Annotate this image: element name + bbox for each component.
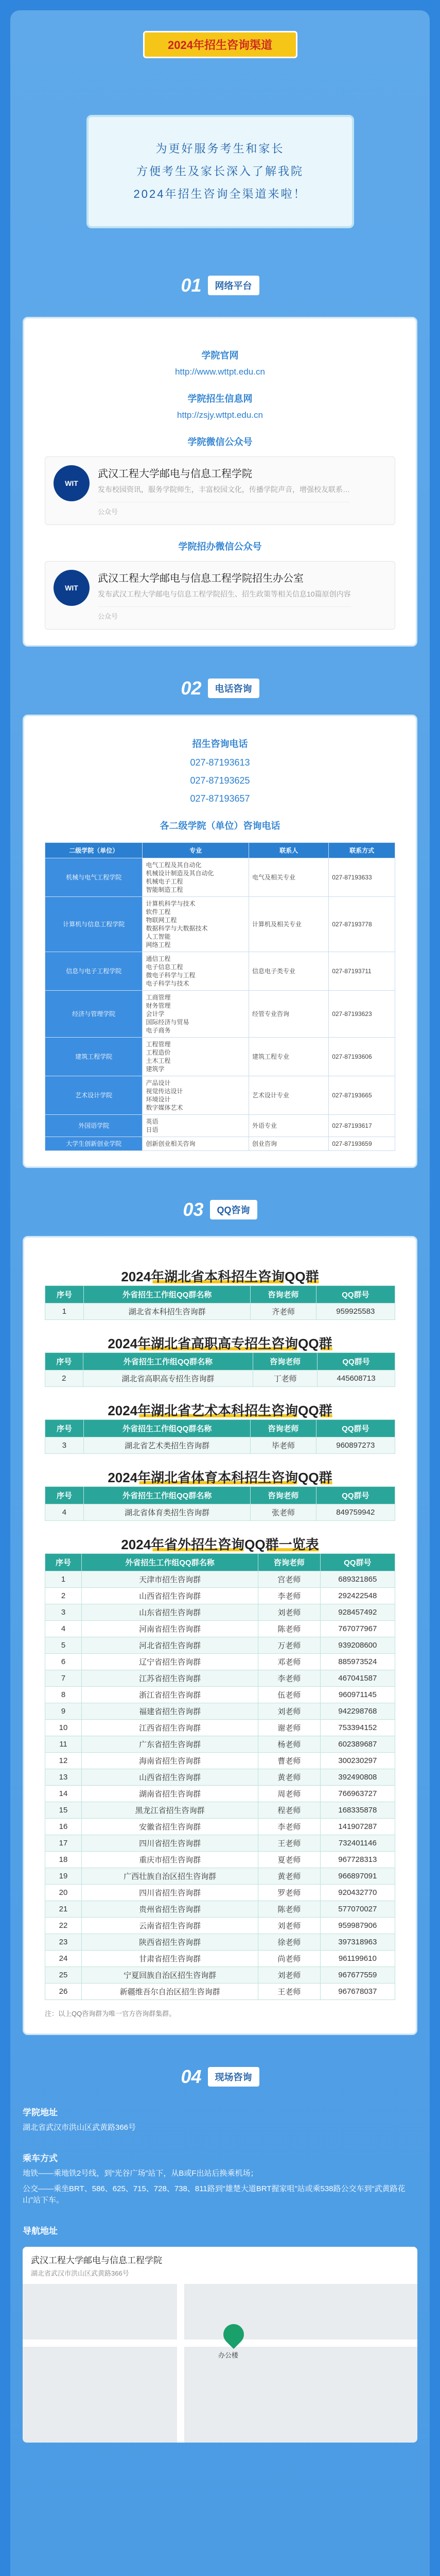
dept-name: 信息与电子工程学院 [45, 952, 143, 991]
section-number: 01 [181, 275, 202, 296]
dept-name: 大学生创新创业学院 [45, 1137, 143, 1151]
zs-title: 学院招生信息网 [187, 394, 253, 404]
dept-contact: 计算机及相关专业 [249, 897, 328, 952]
group-name: 辽宁省招生咨询群 [81, 1654, 258, 1670]
qq-number[interactable]: 961199610 [320, 1951, 395, 1967]
teacher-name: 刘老师 [258, 1918, 320, 1934]
dept-majors: 产品设计 视觉传达设计 环境设计 数字媒体艺术 [143, 1076, 249, 1115]
qq-number[interactable]: 959925583 [316, 1303, 395, 1320]
qq-number[interactable]: 766963727 [320, 1786, 395, 1802]
dept-name: 艺术设计学院 [45, 1076, 143, 1115]
group-name: 广西壮族自治区招生咨询群 [81, 1868, 258, 1885]
wechat-card-admission[interactable] [45, 561, 395, 630]
teacher-name: 杨老师 [258, 1736, 320, 1753]
dept-majors: 通信工程 电子信息工程 微电子科学与工程 电子科学与技术 [143, 952, 249, 991]
dept-majors: 计算机科学与技术 软件工程 物联网工程 数据科学与大数据技术 人工智能 网络工程 [143, 897, 249, 952]
dept-majors: 英语 日语 [143, 1115, 249, 1137]
group-name: 山东省招生咨询群 [81, 1604, 258, 1621]
row-number: 1 [45, 1303, 84, 1320]
teacher-name: 李老师 [258, 1588, 320, 1604]
qq-number[interactable]: 300230297 [320, 1753, 395, 1769]
table-row [45, 1303, 395, 1320]
qq-note: 注：以上QQ咨询群为唯一官方咨询群集群。 [45, 2010, 176, 2018]
group-name: 山西省招生咨询群 [81, 1769, 258, 1786]
teacher-name: 王老师 [258, 1984, 320, 2000]
teacher-name: 丁老师 [253, 1370, 318, 1387]
col-header: 专业 [143, 843, 249, 858]
teacher-name: 刘老师 [258, 1967, 320, 1984]
table-row [45, 1654, 395, 1670]
group-name: 陕西省招生咨询群 [81, 1934, 258, 1951]
group-name: 湖南省招生咨询群 [81, 1786, 258, 1802]
row-number: 17 [45, 1835, 82, 1852]
dept-row [45, 991, 395, 1038]
qq-title: 2024年湖北省艺术本科招生咨询QQ群 [108, 1403, 332, 1418]
dept-row [45, 1076, 395, 1115]
group-name: 新疆维吾尔自治区招生咨询群 [81, 1984, 258, 2000]
row-number: 2 [45, 1588, 82, 1604]
group-name: 湖北省体育类招生咨询群 [83, 1504, 251, 1521]
qq-title: 2024年省外招生咨询QQ群一览表 [121, 1537, 319, 1552]
row-number: 2 [45, 1370, 83, 1387]
col-header: 联系人 [249, 843, 328, 858]
table-row [45, 1786, 395, 1802]
qq-number[interactable]: 767077967 [320, 1621, 395, 1637]
dept-majors: 创新创业相关咨询 [143, 1137, 249, 1151]
map-marker-label: 办公楼 [218, 2351, 239, 2359]
col-header: QQ群号 [316, 1420, 395, 1437]
row-number: 10 [45, 1720, 82, 1736]
wechat-foot: 公众号 [98, 502, 350, 516]
table-row [45, 1769, 395, 1786]
row-number: 6 [45, 1654, 82, 1670]
row-number: 16 [45, 1819, 82, 1835]
qq-number[interactable]: 292422548 [320, 1588, 395, 1604]
table-row [45, 1670, 395, 1687]
dept-name: 经济与管理学院 [45, 991, 143, 1038]
section-label: 网络平台 [208, 276, 259, 295]
teacher-name: 齐老师 [251, 1303, 316, 1320]
row-number: 9 [45, 1703, 82, 1720]
qq-number[interactable]: 732401146 [320, 1835, 395, 1852]
wechat-desc: 发布校园资讯，服务学院师生，丰富校园文化，传播学院声音，增强校友联系… [98, 485, 350, 494]
row-number: 5 [45, 1637, 82, 1654]
teacher-name: 伍老师 [258, 1687, 320, 1703]
section-label: QQ咨询 [210, 1200, 257, 1219]
group-name: 福建省招生咨询群 [81, 1703, 258, 1720]
group-name: 宁夏回族自治区招生咨询群 [81, 1967, 258, 1984]
phone-number[interactable]: 027-87193657 [190, 793, 250, 804]
row-number: 3 [45, 1604, 82, 1621]
qq-table [45, 1553, 395, 2000]
dept-contact: 电气及相关专业 [249, 858, 328, 897]
col-header: 咨询老师 [258, 1554, 320, 1571]
intro-line: 2024年招生咨询全渠道来啦！ [133, 188, 307, 200]
table-row [45, 1934, 395, 1951]
qq-number[interactable]: 141907287 [320, 1819, 395, 1835]
row-number: 19 [45, 1868, 82, 1885]
teacher-name: 邓老师 [258, 1654, 320, 1670]
route-text: 地铁——乘地铁2号线，到“光谷广场”站下，从B或F出站后换乘机场； [23, 2169, 258, 2178]
group-name: 天津市招生咨询群 [81, 1571, 258, 1588]
wx2-title: 学院招办微信公众号 [178, 541, 262, 552]
qq-table [45, 1419, 395, 1454]
map-road [177, 2278, 184, 2443]
row-number: 4 [45, 1504, 84, 1521]
dept-row [45, 1137, 395, 1151]
teacher-name: 黄老师 [258, 1868, 320, 1885]
college-logo-icon: WIT [54, 465, 90, 501]
phone-number[interactable]: 027-87193625 [190, 775, 250, 786]
teacher-name: 罗老师 [258, 1885, 320, 1901]
dept-name: 建筑工程学院 [45, 1038, 143, 1076]
row-number: 11 [45, 1736, 82, 1753]
teacher-name: 刘老师 [258, 1604, 320, 1621]
group-name: 四川省招生咨询群 [81, 1885, 258, 1901]
dept-name: 外国语学院 [45, 1115, 143, 1137]
teacher-name: 张老师 [251, 1504, 316, 1521]
route-text: 公交——乘坐BRT、586、625、715、728、738、811路到“雄楚大道BRT握家咀”站或乘538路公交车到“武黄路花山”站下车。 [23, 2184, 406, 2205]
qq-number[interactable]: 959987906 [320, 1918, 395, 1934]
phone-title: 招生咨询电话 [192, 739, 248, 749]
row-number: 23 [45, 1934, 82, 1951]
dept-row [45, 858, 395, 897]
teacher-name: 李老师 [258, 1819, 320, 1835]
table-row [45, 1687, 395, 1703]
col-header: 外省招生工作组QQ群名称 [83, 1487, 251, 1504]
qq-number[interactable]: 960971145 [320, 1687, 395, 1703]
group-name: 云南省招生咨询群 [81, 1918, 258, 1934]
table-row [45, 1868, 395, 1885]
col-header: QQ群号 [316, 1286, 395, 1303]
site-title: 学院官网 [201, 350, 239, 361]
teacher-name: 黄老师 [258, 1769, 320, 1786]
wechat-card-college[interactable] [45, 456, 395, 525]
group-name: 海南省招生咨询群 [81, 1753, 258, 1769]
section-number: 03 [183, 1199, 204, 1220]
phone-card [23, 715, 417, 1168]
nav-label: 导航地址 [23, 2226, 58, 2236]
page-container [10, 10, 430, 2576]
table-row [45, 1637, 395, 1654]
college-logo-icon: WIT [54, 570, 90, 606]
online-card [23, 317, 417, 647]
qq-number[interactable]: 966897091 [320, 1868, 395, 1885]
section-online [23, 275, 417, 296]
col-header: 序号 [45, 1286, 84, 1303]
row-number: 20 [45, 1885, 82, 1901]
qq-number[interactable]: 939208600 [320, 1637, 395, 1654]
dept-phone[interactable]: 027-87193659 [329, 1137, 395, 1151]
col-header: 外省招生工作组QQ群名称 [83, 1353, 253, 1370]
group-name: 湖北省本科招生咨询群 [83, 1303, 251, 1320]
group-name: 河南省招生咨询群 [81, 1621, 258, 1637]
table-row [45, 1984, 395, 2000]
qq-number[interactable]: 445608713 [318, 1370, 395, 1387]
col-header: 咨询老师 [253, 1353, 318, 1370]
col-header: 序号 [45, 1487, 84, 1504]
intro-line: 方便考生及家长深入了解我院 [136, 165, 304, 178]
qq-number[interactable]: 928457492 [320, 1604, 395, 1621]
table-row [45, 1852, 395, 1868]
zs-link[interactable]: http://zsjy.wttpt.edu.cn [177, 410, 263, 420]
row-number: 7 [45, 1670, 82, 1687]
teacher-name: 尚老师 [258, 1951, 320, 1967]
qq-number[interactable]: 397318963 [320, 1934, 395, 1951]
page-title: 2024年招生咨询渠道 [143, 31, 297, 58]
table-row [45, 1720, 395, 1736]
qq-number[interactable]: 689321865 [320, 1571, 395, 1588]
table-row [45, 1918, 395, 1934]
qq-number[interactable]: 392490808 [320, 1769, 395, 1786]
row-number: 21 [45, 1901, 82, 1918]
intro-card [86, 115, 354, 228]
dept-contact: 经管专业咨询 [249, 991, 328, 1038]
dept-phone[interactable]: 027-87193665 [329, 1076, 395, 1115]
col-header: 外省招生工作组QQ群名称 [81, 1554, 258, 1571]
col-header: 序号 [45, 1554, 82, 1571]
col-header: QQ群号 [318, 1353, 395, 1370]
col-header: 外省招生工作组QQ群名称 [83, 1420, 251, 1437]
site-link[interactable]: http://www.wttpt.edu.cn [175, 367, 265, 377]
dept-table-title: 各二级学院（单位）咨询电话 [160, 821, 280, 831]
row-number: 25 [45, 1967, 82, 1984]
col-header: 咨询老师 [251, 1420, 316, 1437]
wx1-title: 学院微信公众号 [187, 437, 253, 447]
table-row [45, 1736, 395, 1753]
dept-phone[interactable]: 027-87193617 [329, 1115, 395, 1137]
dept-phone[interactable]: 027-87193711 [329, 952, 395, 991]
section-label: 电话咨询 [208, 679, 259, 698]
qq-card [23, 1236, 417, 2035]
qq-number[interactable]: 967728313 [320, 1852, 395, 1868]
teacher-name: 万老师 [258, 1637, 320, 1654]
group-name: 黑龙江省招生咨询群 [81, 1802, 258, 1819]
teacher-name: 陈老师 [258, 1901, 320, 1918]
qq-number[interactable]: 753394152 [320, 1720, 395, 1736]
wechat-foot: 公众号 [98, 606, 351, 621]
table-row [45, 1967, 395, 1984]
dept-row [45, 897, 395, 952]
teacher-name: 徐老师 [258, 1934, 320, 1951]
row-number: 13 [45, 1769, 82, 1786]
table-row [45, 1504, 395, 1521]
group-name: 山西省招生咨询群 [81, 1588, 258, 1604]
addr-label: 学院地址 [23, 2108, 58, 2117]
row-number: 14 [45, 1786, 82, 1802]
qq-number[interactable]: 942298768 [320, 1703, 395, 1720]
teacher-name: 谢老师 [258, 1720, 320, 1736]
phone-number[interactable]: 027-87193613 [190, 757, 250, 768]
dept-phone[interactable]: 027-87193623 [329, 991, 395, 1038]
qq-number[interactable]: 967677559 [320, 1967, 395, 1984]
group-name: 湖北省艺术类招生咨询群 [83, 1437, 251, 1454]
group-name: 四川省招生咨询群 [81, 1835, 258, 1852]
section-qq [23, 1199, 417, 1221]
group-name: 江西省招生咨询群 [81, 1720, 258, 1736]
qq-number[interactable]: 967678037 [320, 1984, 395, 2000]
map[interactable] [23, 2247, 417, 2443]
table-row [45, 1588, 395, 1604]
map-place-addr: 湖北省武汉市洪山区武黄路366号 [31, 2269, 129, 2277]
dept-phone[interactable]: 027-87193606 [329, 1038, 395, 1076]
dept-majors: 工商管理 财务管理 会计学 国际经济与贸易 电子商务 [143, 991, 249, 1038]
row-number: 12 [45, 1753, 82, 1769]
section-number: 02 [181, 677, 202, 699]
col-header: 序号 [45, 1420, 84, 1437]
group-name: 浙江省招生咨询群 [81, 1687, 258, 1703]
table-row [45, 1621, 395, 1637]
row-number: 4 [45, 1621, 82, 1637]
table-row [45, 1753, 395, 1769]
wechat-name: 武汉工程大学邮电与信息工程学院招生办公室 [98, 573, 304, 584]
dept-contact: 创业咨询 [249, 1137, 328, 1151]
group-name: 河北省招生咨询群 [81, 1637, 258, 1654]
teacher-name: 李老师 [258, 1670, 320, 1687]
qq-number[interactable]: 849759942 [316, 1504, 395, 1521]
col-header: 外省招生工作组QQ群名称 [83, 1286, 251, 1303]
col-header: QQ群号 [316, 1487, 395, 1504]
table-row [45, 1571, 395, 1588]
teacher-name: 程老师 [258, 1802, 320, 1819]
qq-table [45, 1285, 395, 1320]
col-header: 序号 [45, 1353, 83, 1370]
table-row [45, 1703, 395, 1720]
qq-number[interactable]: 577070027 [320, 1901, 395, 1918]
dept-contact: 信息电子类专业 [249, 952, 328, 991]
section-label: 现场咨询 [208, 2067, 259, 2087]
teacher-name: 夏老师 [258, 1852, 320, 1868]
dept-contact: 艺术设计专业 [249, 1076, 328, 1115]
row-number: 8 [45, 1687, 82, 1703]
row-number: 18 [45, 1852, 82, 1868]
col-header: 联系方式 [329, 843, 395, 858]
qq-title: 2024年湖北省高职高专招生咨询QQ群 [108, 1336, 332, 1351]
teacher-name: 王老师 [258, 1835, 320, 1852]
group-name: 江苏省招生咨询群 [81, 1670, 258, 1687]
dept-name: 机械与电气工程学院 [45, 858, 143, 897]
teacher-name: 刘老师 [258, 1703, 320, 1720]
dept-row [45, 1038, 395, 1076]
dept-majors: 工程管理 工程造价 土木工程 建筑学 [143, 1038, 249, 1076]
row-number: 1 [45, 1571, 82, 1588]
route-label: 乘车方式 [23, 2154, 58, 2163]
teacher-name: 陈老师 [258, 1621, 320, 1637]
qq-table [45, 1352, 395, 1387]
qq-number[interactable]: 920432770 [320, 1885, 395, 1901]
teacher-name: 周老师 [258, 1786, 320, 1802]
section-number: 04 [181, 2066, 202, 2087]
row-number: 24 [45, 1951, 82, 1967]
row-number: 15 [45, 1802, 82, 1819]
table-row [45, 1604, 395, 1621]
wechat-name: 武汉工程大学邮电与信息工程学院 [98, 468, 252, 480]
teacher-name: 宫老师 [258, 1571, 320, 1588]
dept-row [45, 1115, 395, 1137]
table-row [45, 1802, 395, 1819]
group-name: 广东省招生咨询群 [81, 1736, 258, 1753]
dept-contact: 建筑工程专业 [249, 1038, 328, 1076]
dept-majors: 电气工程及其自动化 机械设计制造及其自动化 机械电子工程 智能制造工程 [143, 858, 249, 897]
table-row [45, 1370, 395, 1387]
map-road [23, 2340, 417, 2347]
dept-contact: 外语专业 [249, 1115, 328, 1137]
table-row [45, 1901, 395, 1918]
intro-line: 为更好服务考生和家长 [155, 142, 285, 155]
qq-title: 2024年湖北省体育本科招生咨询QQ群 [108, 1470, 332, 1485]
teacher-name: 毕老师 [251, 1437, 316, 1454]
qq-number[interactable]: 168335878 [320, 1802, 395, 1819]
table-row [45, 1835, 395, 1852]
qq-number[interactable]: 885973524 [320, 1654, 395, 1670]
group-name: 重庆市招生咨询群 [81, 1852, 258, 1868]
table-row [45, 1951, 395, 1967]
map-header [23, 2247, 417, 2284]
qq-table [45, 1486, 395, 1521]
qq-number[interactable]: 467041587 [320, 1670, 395, 1687]
table-row [45, 1819, 395, 1835]
dept-name: 计算机与信息工程学院 [45, 897, 143, 952]
visit-info [23, 2105, 417, 2443]
section-phone [23, 677, 417, 699]
table-row [45, 1885, 395, 1901]
dept-phone-table [45, 842, 395, 1151]
teacher-name: 曹老师 [258, 1753, 320, 1769]
dept-phone[interactable]: 027-87193633 [329, 858, 395, 897]
group-name: 安徽省招生咨询群 [81, 1819, 258, 1835]
qq-number[interactable]: 960897273 [316, 1437, 395, 1454]
section-visit [23, 2066, 417, 2088]
group-name: 贵州省招生咨询群 [81, 1901, 258, 1918]
col-header: 咨询老师 [251, 1286, 316, 1303]
qq-title: 2024年湖北省本科招生咨询QQ群 [121, 1269, 319, 1284]
qq-number[interactable]: 602389687 [320, 1736, 395, 1753]
wechat-desc: 发布武汉工程大学邮电与信息工程学院招生、招生政策等相关信息10篇原创内容 [98, 590, 351, 598]
row-number: 3 [45, 1437, 84, 1454]
col-header: 二级学院（单位） [45, 843, 143, 858]
col-header: 咨询老师 [251, 1487, 316, 1504]
dept-phone[interactable]: 027-87193778 [329, 897, 395, 952]
col-header: QQ群号 [320, 1554, 395, 1571]
row-number: 22 [45, 1918, 82, 1934]
group-name: 甘肃省招生咨询群 [81, 1951, 258, 1967]
group-name: 湖北省高职高专招生咨询群 [83, 1370, 253, 1387]
map-place-name: 武汉工程大学邮电与信息工程学院 [31, 2256, 162, 2265]
addr-text: 湖北省武汉市洪山区武黄路366号 [23, 2123, 136, 2132]
dept-row [45, 952, 395, 991]
table-row [45, 1437, 395, 1454]
row-number: 26 [45, 1984, 82, 2000]
